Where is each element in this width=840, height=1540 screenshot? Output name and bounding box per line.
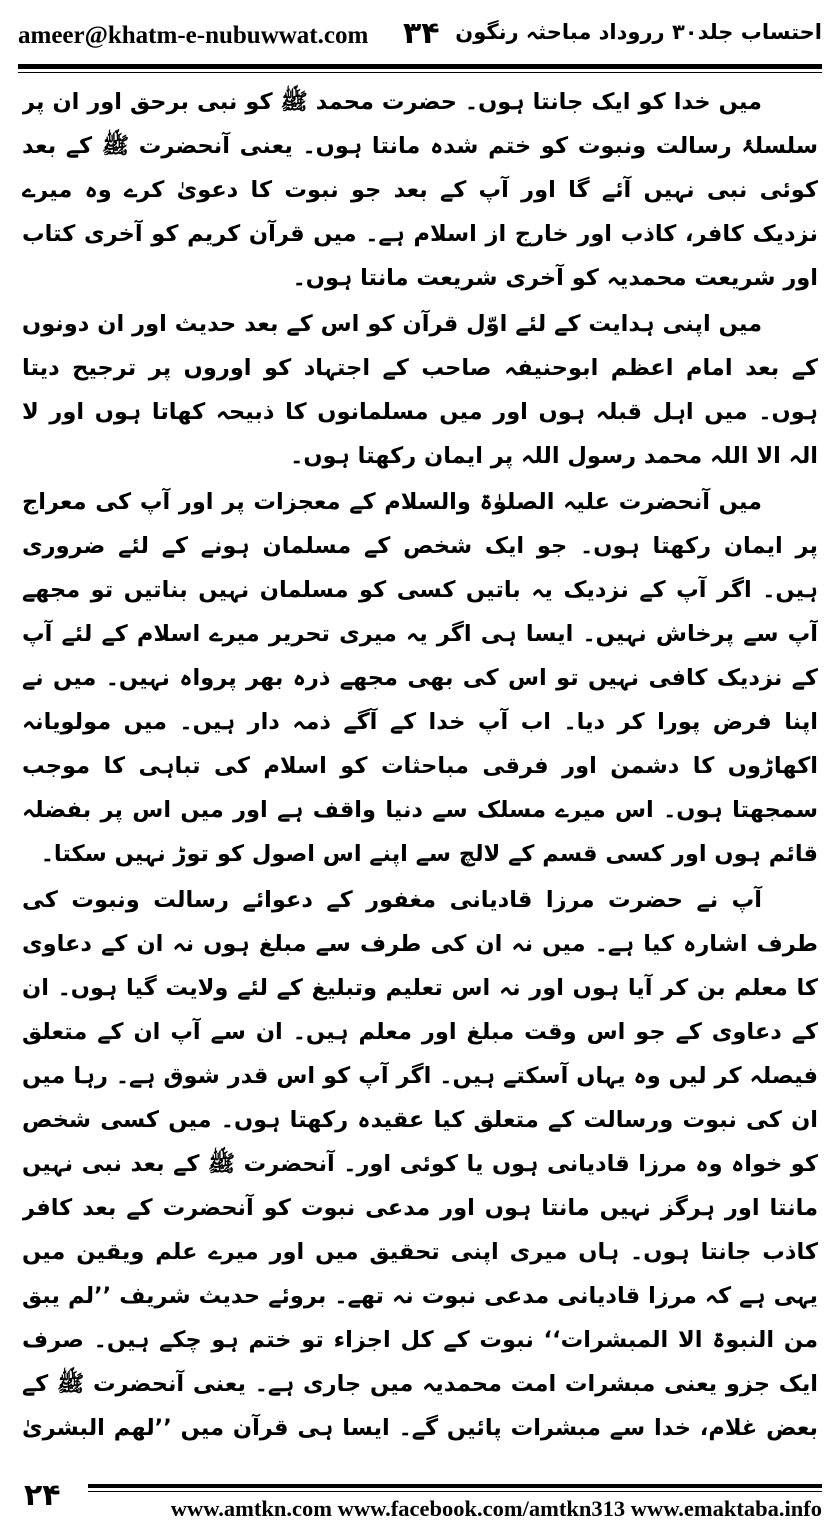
- header-rule-thin: [18, 72, 822, 73]
- page-footer: [18, 1478, 822, 1528]
- footer-rule: [88, 1484, 822, 1488]
- header-rule: [18, 64, 822, 69]
- footer-urls[interactable]: www.amtkn.com www.facebook.com/amtkn313 www.emaktaba.info: [170, 1496, 822, 1521]
- footer-rule-thin: [88, 1491, 822, 1492]
- paragraph-3: میں آنحضرت علیہ الصلوٰۃ والسلام کے معجزات پر اور آپ کی معراج پر ایمان رکھتا ہوں۔ جو ایک شخص کے مسلمان ہونے کے لئے ضروری ہیں۔ اگر آپ کے نزدیک یہ باتیں کسی کو مسلمان نہیں بناتیں تو مجھے آپ سے پرخاش نہیں۔ ایسا ہی اگر یہ میری تحریر میرے اسلام کے لئے آپ کے نزدیک کافی نہیں تو اس کی بھی مجھے ذرہ بھر پرواہ نہیں۔ میں نے اپنا فرض پورا کر دیا۔ اب آپ خدا کے آگے ذمہ دار ہیں۔ میں مولویانہ اکھاڑوں کا دشمن اور فرقی مباحثات کو اسلام کی تباہی کا موجب سمجھتا ہوں۔ اس میرے مسلک سے دنیا واقف ہے اور میں اس پر بفضلہ قائم ہوں اور کسی قسم کے لالچ سے اپنے اس اصول کو توڑ نہیں سکتا۔: [22, 489, 818, 867]
- paragraph-4: آپ نے حضرت مرزا قادیانی مغفور کے دعوائے رسالت ونبوت کی طرف اشارہ کیا ہے۔ میں نہ ان کی طرف سے مبلغ ہوں نہ ان کے دعاوی کا معلم بن کر آیا ہوں اور نہ اس تعلیم وتبلیغ کے لئے ولایت گیا ہوں۔ ان کے دعاوی کے جو اس وقت مبلغ اور معلم ہیں۔ ان سے آپ ان کے متعلق فیصلہ کر لیں وہ یہاں آسکتے ہیں۔ اگر آپ کو اس قدر شوق ہے۔ رہا میں ان کی نبوت ورسالت کے متعلق کیا عقیدہ رکھتا ہوں۔ میں کسی شخص کو خواہ وہ مرزا قادیانی ہوں یا کوئی اور۔ آنحضرت ﷺ کے بعد نبی نہیں مانتا اور ہرگز نہیں مانتا ہوں اور مدعی نبوت کو آنحضرت کے بعد کافر کاذب جانتا ہوں۔ ہاں میری اپنی تحقیق میں اور میرے علم ویقین میں یہی ہے کہ مرزا قادیانی مدعی نبوت نہ تھے۔ بروئے حدیث شریف ’’لم یبق من النبوۃ الا المبشرات‘‘ نبوت کے کل اجزاء تو ختم ہو چکے ہیں۔ صرف ایک جزو یعنی مبشرات امت محمدیہ میں جاری ہے۔ یعنی آنحضرت ﷺ کے بعض غلام، خدا سے مبشرات پائیں گے۔ ایسا ہی قرآن میں ’’لھم البشریٰ: [22, 887, 818, 1441]
- paragraph-1: میں خدا کو ایک جانتا ہوں۔ حضرت محمد ﷺ کو نبی برحق اور ان پر سلسلۂ رسالت ونبوت کو ختم شدہ مانتا ہوں۔ یعنی آنحضرت ﷺ کے بعد کوئی نبی نہیں آئے گا اور آپ کے بعد جو نبوت کا دعویٰ کرے وہ میرے نزدیک کافر، کاذب اور خارج از اسلام ہے۔ میں قرآن کریم کو آخری کتاب اور شریعت محمدیہ کو آخری شریعت مانتا ہوں۔: [22, 89, 818, 291]
- page-header: [18, 16, 822, 56]
- header-email[interactable]: ameer@khatm-e-nubuwwat.com: [18, 22, 369, 49]
- header-book-title: احتساب جلد۳۰ رروداد مباحثہ رنگون: [455, 20, 822, 44]
- paragraph-2: میں اپنی ہدایت کے لئے اوّل قرآن کو اس کے بعد حدیث اور ان دونوں کے بعد امام اعظم ابوحنیفہ صاحب کے اجتہاد کو اوروں پر ترجیح دیتا ہوں۔ میں اہل قبلہ ہوں اور میں مسلمانوں کا ذبیحہ کھاتا ہوں اور لا الہ الا اللہ محمد رسول اللہ پر ایمان رکھتا ہوں۔: [22, 311, 818, 469]
- page-body: [22, 80, 818, 1460]
- header-page-number: ۳۴: [403, 16, 440, 51]
- footer-page-number: ۲۴: [24, 1478, 61, 1513]
